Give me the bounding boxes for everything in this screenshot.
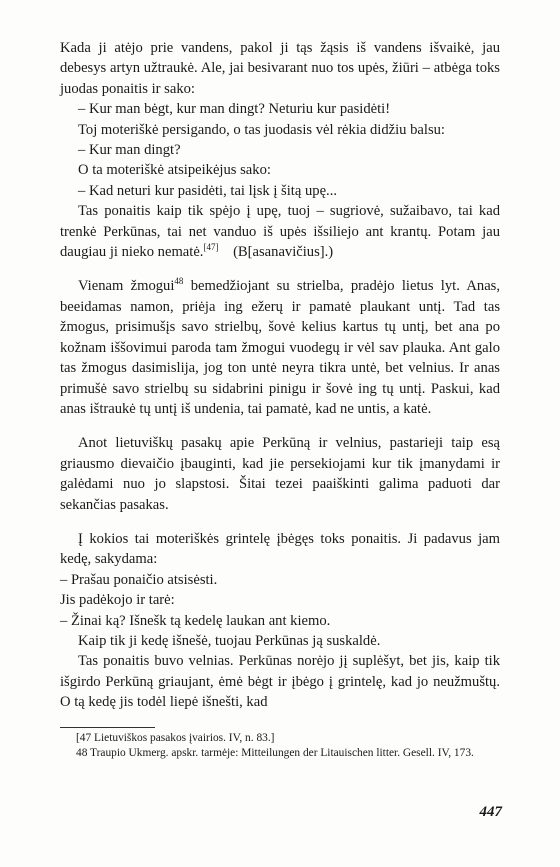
paragraph: Jis padėkojo ir tarė: xyxy=(60,592,175,609)
paragraph: Kada ji atėjo prie vandens, pakol ji tąs žąsis iš vandens išvaikė, jau debesys artyn užtraukė. Ale, jai besivarant nuo tos upės, žiūri – atbėga toks juodas ponaitis ir sako: xyxy=(60,40,500,97)
footnote-ref: 48 xyxy=(174,276,184,287)
dialogue-line: – Žinai ką? Išnešk tą kedelę laukan ant kiemo. xyxy=(60,612,331,629)
source-attribution: (B[asanavičius].) xyxy=(233,244,334,261)
dialogue-line: – Kad neturi kur pasidėti, tai lįsk į šitą upę... xyxy=(78,182,337,199)
paragraph: Kaip tik ji kedę išnešė, tuojau Perkūnas ją suskaldė. xyxy=(78,632,381,649)
body-text xyxy=(60,38,500,713)
paragraph-text: bemedžiojant su strielba, pradėjo lietus lyt. Anas, beeidamas namon, priėja ing ežerų ir pamatė plaukant untį. Tad tas žmogus, prisimušįs savo strielbų, šovė kelius kartus tų untį, bet ana po kožnam iššovimui paroda tam žmogui vuodegų ir vėl sav plauka. Ant galo tas žmogus dasimislija, jog ton untė neyra tikra untė, bet velnius. Ir anas primušė savo strielbų su sidabrini pinigu ir šovė ing tų untį. Paskui, kad anas ištraukė tų untį iš undenia, tai pamatė, kad ne untis, a katė. xyxy=(60,278,500,417)
footnote: 48 Traupio Ukmerg. apskr. tarmėje: Mitteilungen der Litauischen litter. Gesell. IV, 173. xyxy=(76,746,474,759)
dialogue-line: – Kur man dingt? xyxy=(78,142,181,159)
footnote-divider xyxy=(60,727,155,728)
paragraph xyxy=(60,276,500,419)
page-number: 447 xyxy=(479,804,502,820)
paragraph: Į kokios tai moteriškės grintelę įbėgęs toks ponaitis. Ji padavus jam kedę, sakydama: xyxy=(60,530,500,568)
footnote: [47 Lietuviškos pasakos įvairios. IV, n. 83.] xyxy=(76,732,275,744)
paragraph-text: Vienam žmogui xyxy=(78,278,175,295)
paragraph: Toj moteriškė persigando, o tas juodasis vėl rėkia didžiu balsu: xyxy=(78,121,445,138)
footnotes xyxy=(60,731,505,760)
paragraph xyxy=(60,201,500,262)
paragraph: Tas ponaitis buvo velnias. Perkūnas norėjo jį suplėšyt, bet jis, kaip tik išgirdo Perkūną griaujant, ėmė bėgt ir įbėgo į grintelę, kad jo neužmuštų. O tą kedę jis todėl liepė išnešti, kad xyxy=(60,653,500,711)
paragraph: O ta moteriškė atsipeikėjus sako: xyxy=(78,162,271,179)
paragraph: Anot lietuviškų pasakų apie Perkūną ir velnius, pastarieji taip esą griausmo dievaičio įbauginti, kad jie persekiojami kur tik įmanydami ir galėdami nuo jo slapstosi. Šitai tezei paaiškinti galima paduoti dar sekančias pasakas. xyxy=(60,435,500,513)
footnote-ref: [47] xyxy=(203,242,219,253)
paragraph-text: Tas ponaitis kaip tik spėjo į upę, tuoj – sugriovė, sužaibavo, tai kad trenkė Perkūnas, tai net vanduo iš upės išsiliejo ant krantų. Potam jau daugiau ji nieko nematė. xyxy=(60,203,500,261)
dialogue-line: – Prašau ponaičio atsisėsti. xyxy=(60,571,218,588)
dialogue-line: – Kur man bėgt, kur man dingt? Neturiu kur pasidėti! xyxy=(78,101,391,118)
